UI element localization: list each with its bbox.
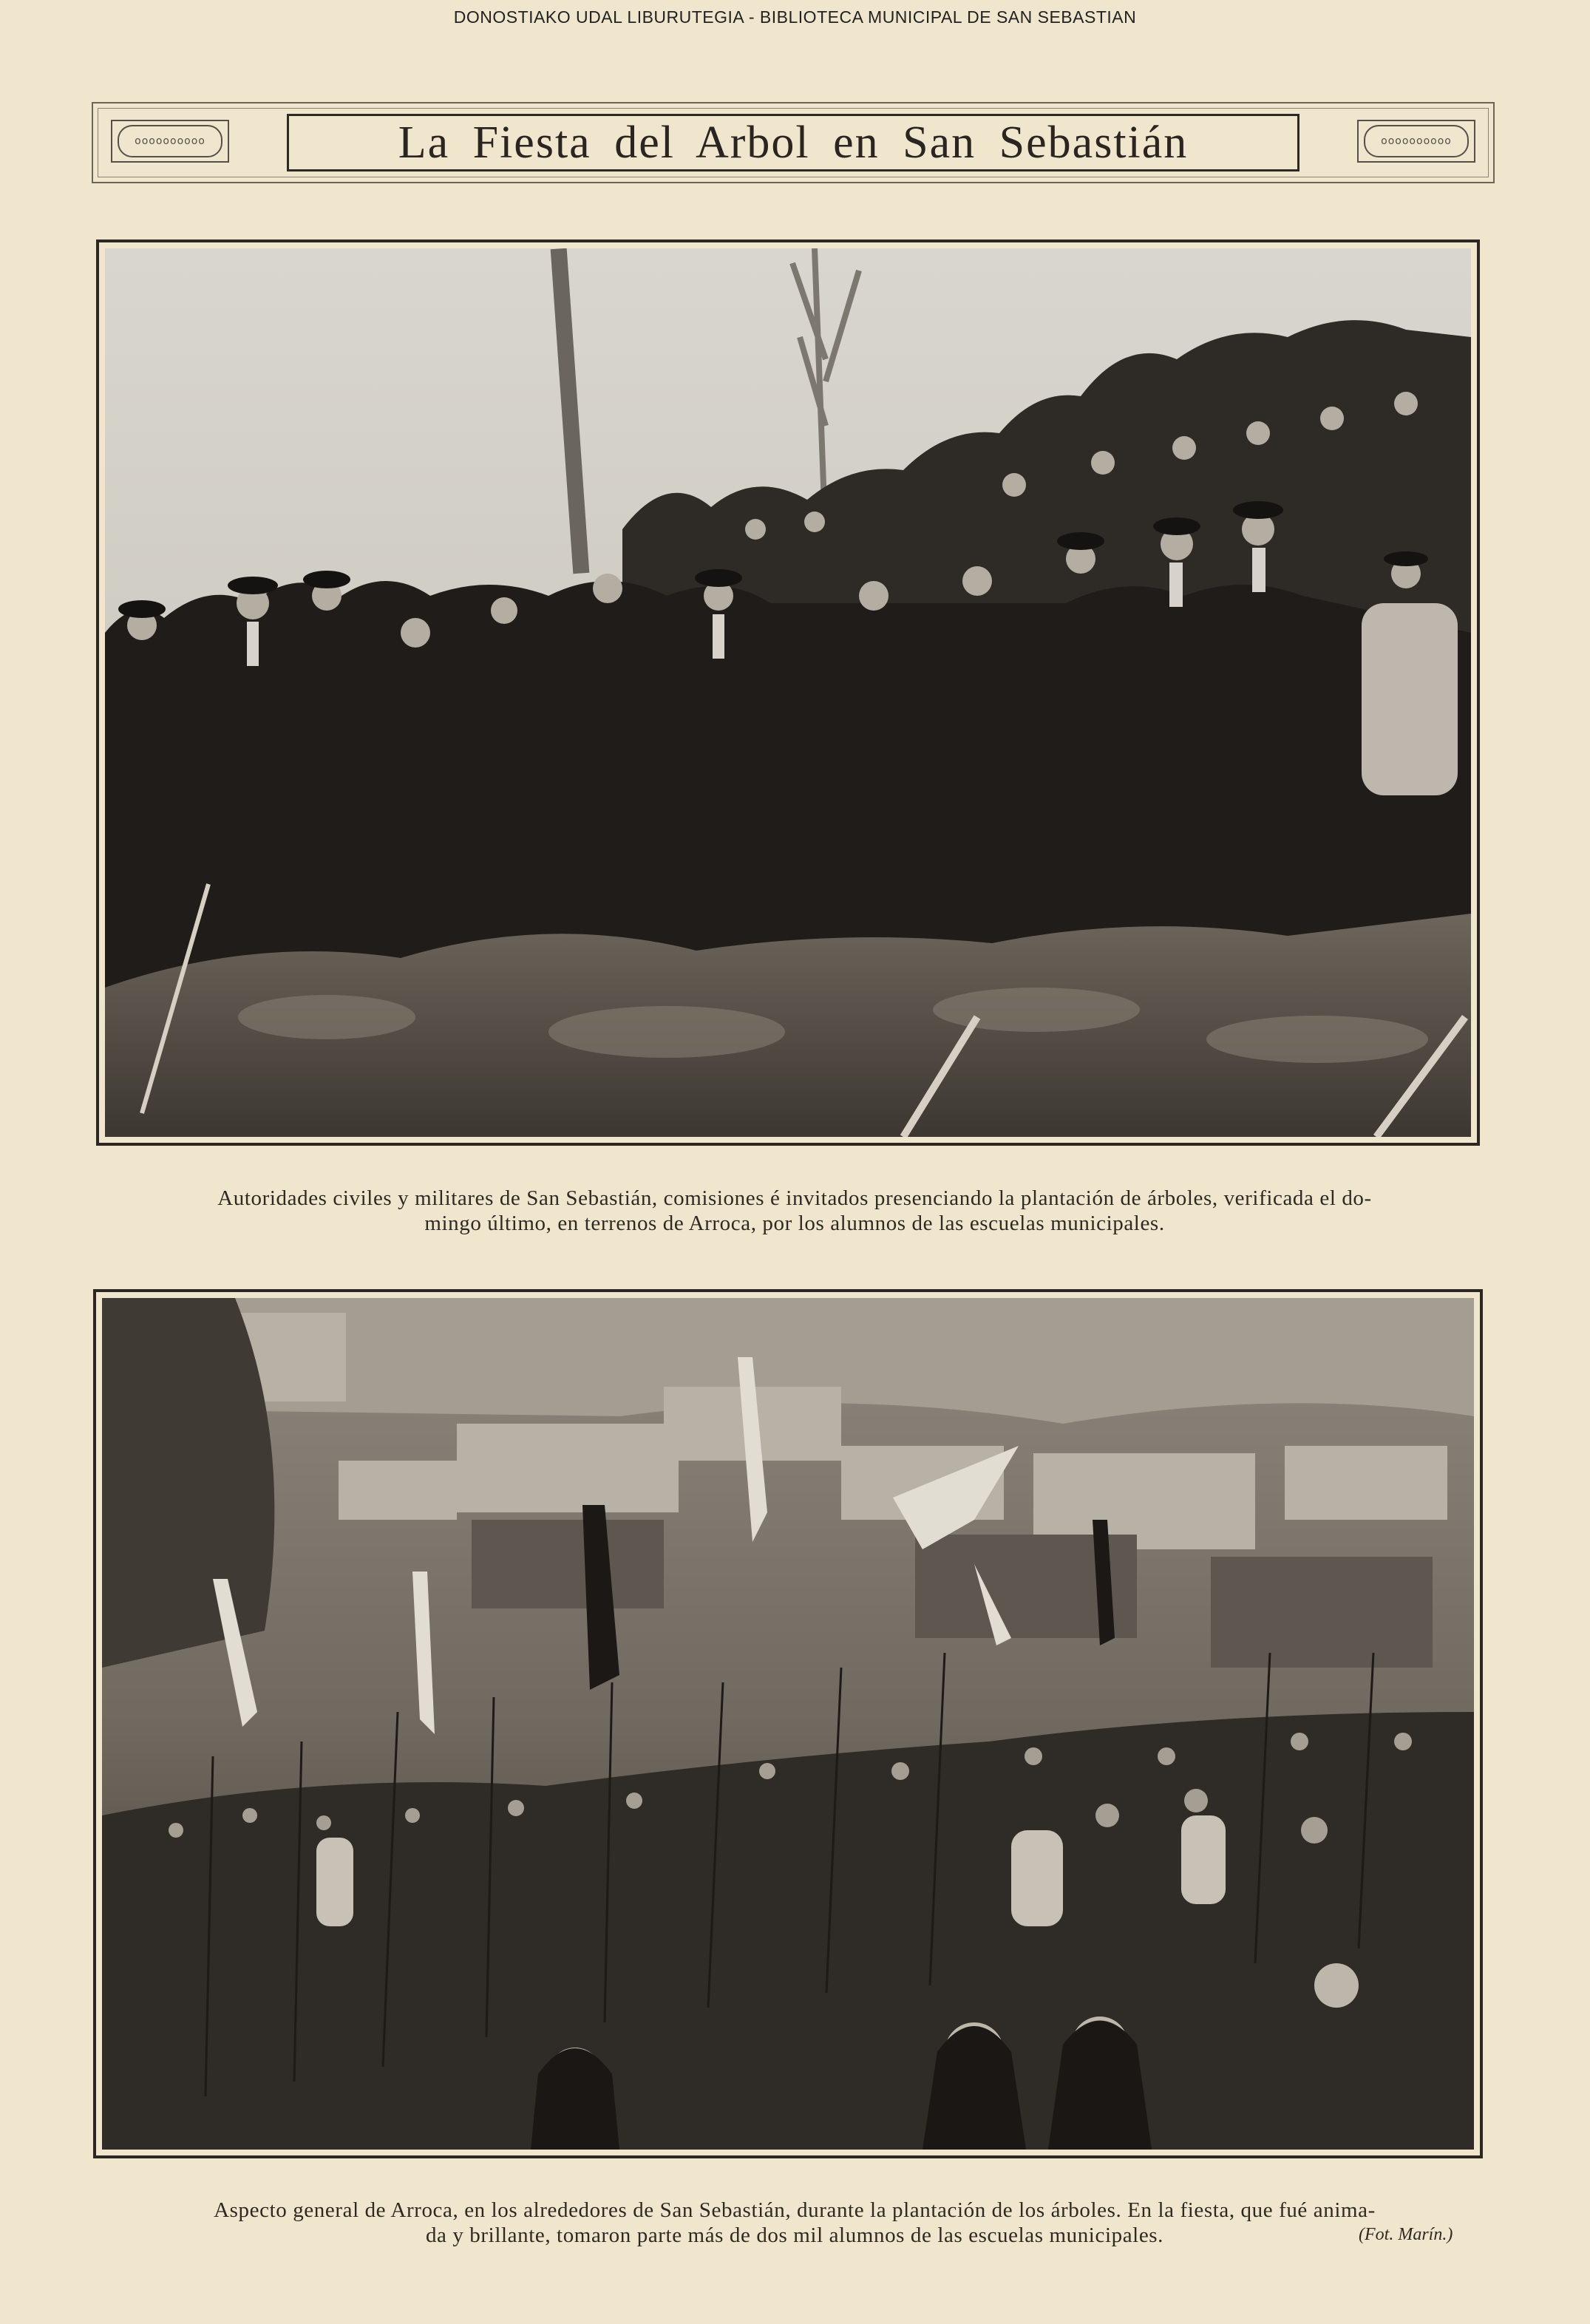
photo-arroca-caption [103,2198,1486,2248]
library-header: DONOSTIAKO UDAL LIBURUTEGIA - BIBLIOTECA MUNICIPAL DE SAN SEBASTIAN [453,7,1137,27]
photo-arroca-view-image [102,1298,1474,2150]
caption-line: mingo último, en terrenos de Arroca, por los alumnos de las escuelas municipales. [424,1212,1165,1235]
left-ornament-pill: oooooooooo [118,125,222,157]
article-title: La Fiesta del Arbol en San Sebastián [398,117,1189,168]
right-ornament-pill: oooooooooo [1364,125,1469,157]
left-ornament-icon [111,120,229,163]
title-banner [92,102,1495,183]
title-box [287,114,1299,171]
caption-line: Aspecto general de Arroca, en los alrededores de San Sebastián, durante la plantación de los árboles. En la fiesta, que fué anima- [214,2198,1376,2222]
photo-arroca-view [93,1289,1483,2158]
photo-dignitaries-image [105,248,1471,1137]
photo-dignitaries-caption [103,1186,1486,1236]
photo-credit: (Fot. Marín.) [1359,2225,1453,2244]
right-ornament-icon [1357,120,1475,163]
caption-line: Autoridades civiles y militares de San Sebastián, comisiones é invitados presenciando la plantación de árboles, verificada el do- [217,1186,1372,1210]
photo-dignitaries [96,239,1480,1146]
caption-line: da y brillante, tomaron parte más de dos mil alumnos de las escuelas municipales. [425,2223,1164,2247]
